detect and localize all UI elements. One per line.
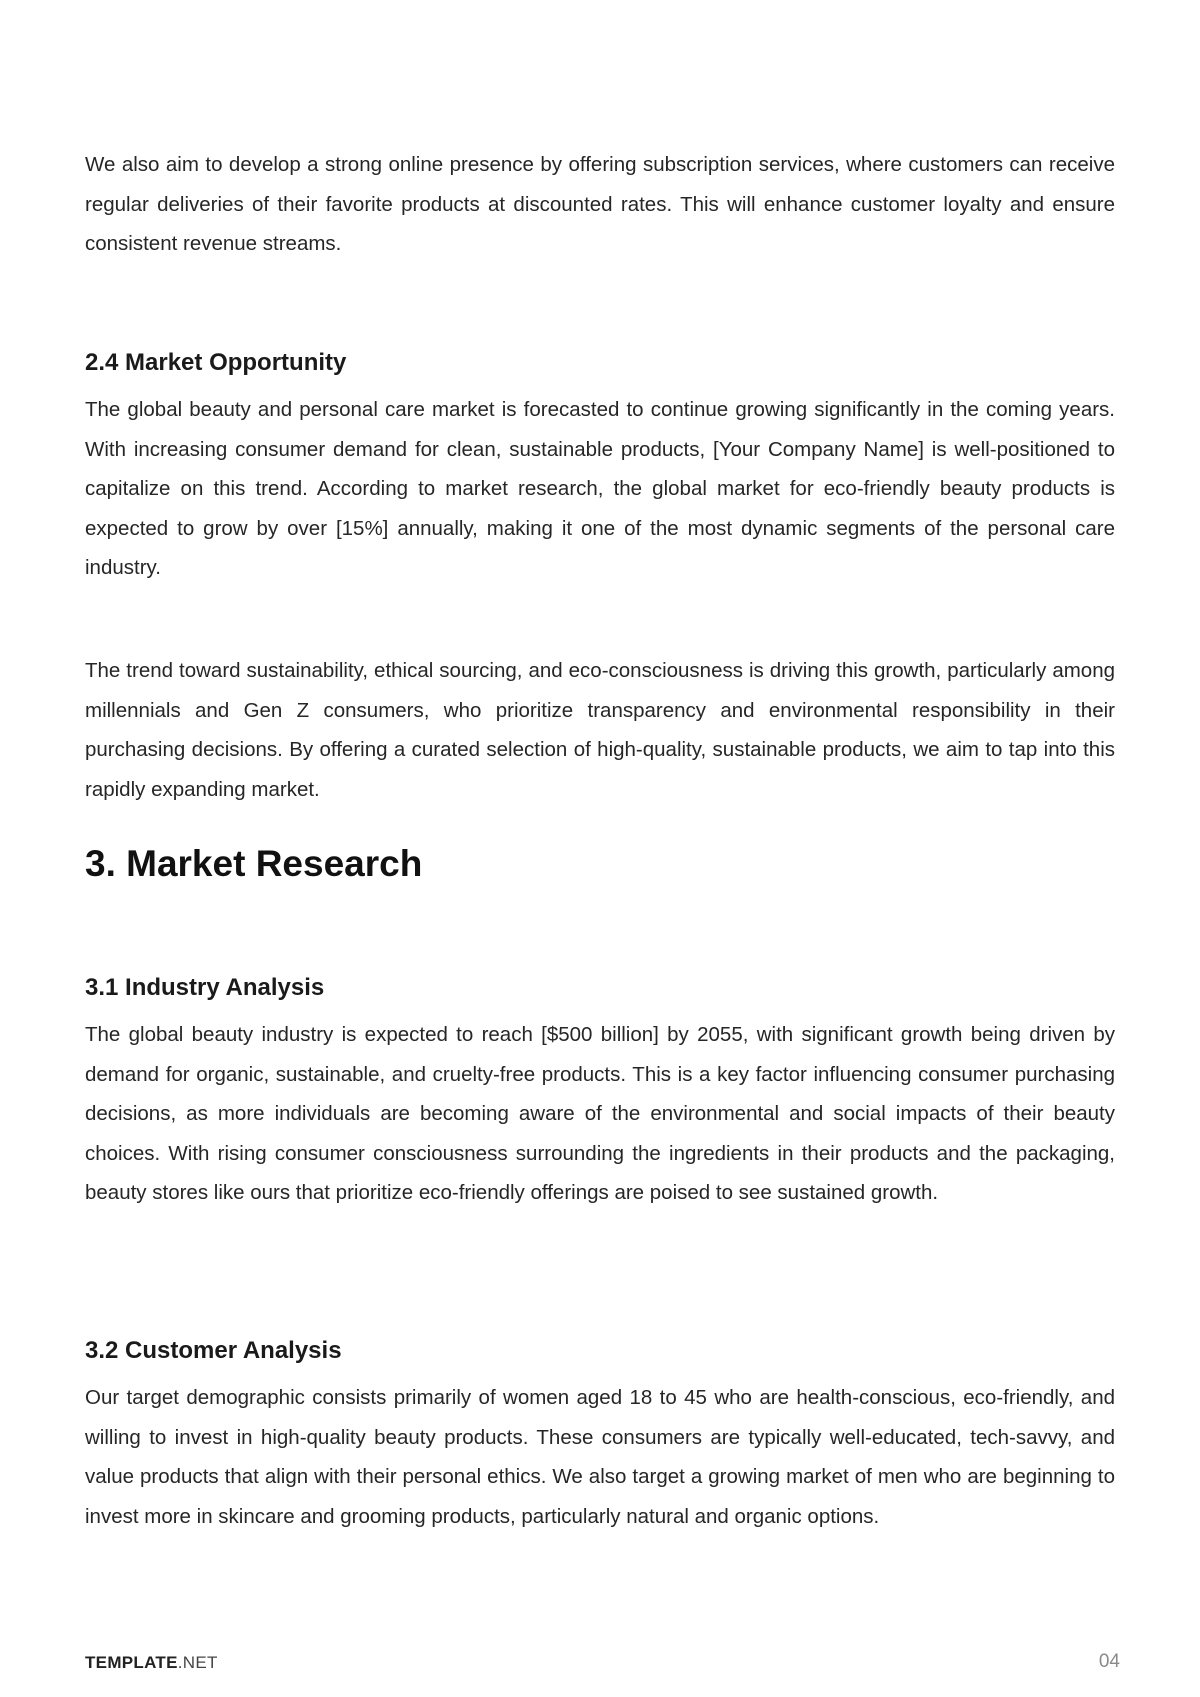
footer-brand-light: .NET xyxy=(177,1653,218,1672)
section-3-heading: 3. Market Research xyxy=(85,843,423,884)
section-3-2-paragraph: Our target demographic consists primarily of women aged 18 to 45 who are health-conscious, eco-friendly, and willing to invest in high-quality beauty products. These consumers are typically well-educated, tech-savvy, and value products that align with their personal ethics. We also target a growing market of men who are beginning to invest more in skincare and grooming products, particularly natural and organic options. xyxy=(85,1386,1115,1528)
footer-brand-bold: TEMPLATE xyxy=(85,1653,178,1672)
document-page xyxy=(85,0,1115,1697)
section-2-4-heading: 2.4 Market Opportunity xyxy=(85,349,347,376)
section-2-4-paragraph-2: The trend toward sustainability, ethical sourcing, and eco-consciousness is driving this growth, particularly among millennials and Gen Z consumers, who prioritize transparency and environmental responsibility in their purchasing decisions. By offering a curated selection of high-quality, sustainable products, we aim to tap into this rapidly expanding market. xyxy=(85,659,1115,801)
section-3-1-heading: 3.1 Industry Analysis xyxy=(85,974,325,1001)
section-2-4-paragraph-1: The global beauty and personal care market is forecasted to continue growing significantly in the coming years. With increasing consumer demand for clean, sustainable products, [Your Company Name] is well-positioned to capitalize on this trend. According to market research, the global market for eco-friendly beauty products is expected to grow by over [15%] annually, making it one of the most dynamic segments of the personal care industry. xyxy=(85,398,1115,579)
section-3-2-heading: 3.2 Customer Analysis xyxy=(85,1337,342,1364)
section-3-1-paragraph: The global beauty industry is expected to reach [$500 billion] by 2055, with significant growth being driven by demand for organic, sustainable, and cruelty-free products. This is a key factor influencing consumer purchasing decisions, as more individuals are becoming aware of the environmental and social impacts of their beauty choices. With rising consumer consciousness surrounding the ingredients in their products and the packaging, beauty stores like ours that prioritize eco-friendly offerings are poised to see sustained growth. xyxy=(85,1023,1115,1204)
intro-paragraph: We also aim to develop a strong online presence by offering subscription services, where customers can receive regular deliveries of their favorite products at discounted rates. This will enhance customer loyalty and ensure consistent revenue streams. xyxy=(85,153,1115,255)
page-number: 04 xyxy=(1098,1651,1120,1672)
footer-brand-logo xyxy=(85,1653,218,1673)
